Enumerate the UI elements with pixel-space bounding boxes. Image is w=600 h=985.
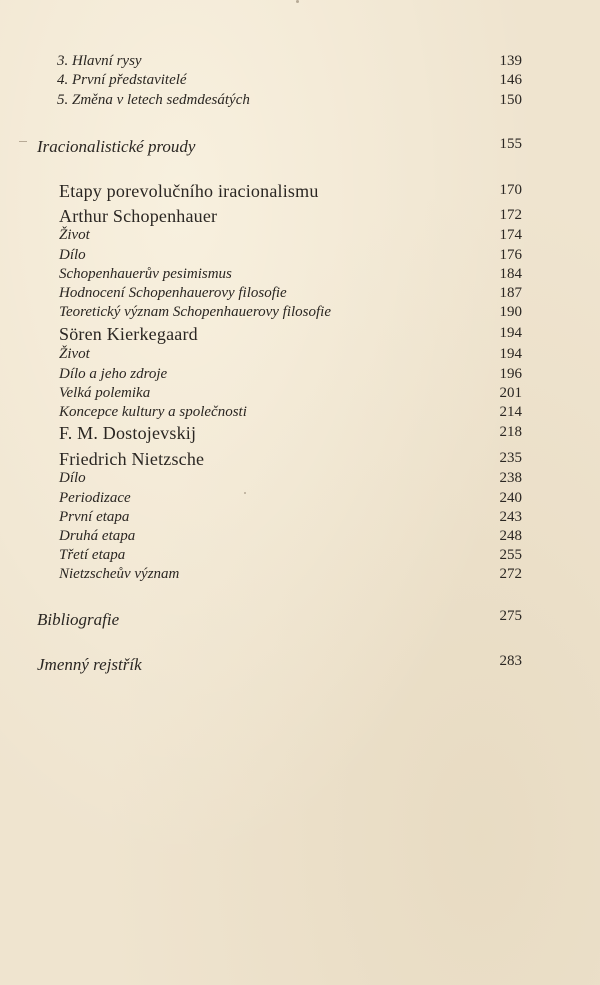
toc-section-label: Iracionalistické proudy — [37, 137, 196, 156]
toc-entry — [0, 545, 600, 565]
toc-entry — [0, 302, 600, 322]
toc-section-page: 283 — [499, 653, 522, 669]
toc-entry — [0, 488, 600, 508]
toc-entry-page: 150 — [499, 92, 522, 108]
toc-entry-label: Dílo — [59, 247, 86, 263]
toc-entry — [0, 468, 600, 488]
toc-entry-page: 255 — [499, 547, 522, 563]
toc-entry-page: 146 — [499, 72, 522, 88]
toc-section — [0, 652, 600, 678]
toc-entry — [0, 526, 600, 546]
toc-entry-page: 176 — [499, 247, 522, 263]
toc-entry — [0, 264, 600, 284]
toc-chapter — [0, 448, 600, 470]
toc-section — [0, 135, 600, 159]
toc-chapter-label: F. M. Dostojevskij — [59, 423, 197, 443]
toc-entry — [0, 564, 600, 584]
toc-entry — [0, 283, 600, 303]
toc-entry — [0, 507, 600, 527]
toc-entry-label: 3. Hlavní rysy — [57, 53, 142, 69]
toc-entry-label: Třetí etapa — [59, 547, 126, 563]
toc-entry-page: 272 — [499, 566, 522, 582]
toc-entry-label: První etapa — [59, 509, 130, 525]
toc-entry — [0, 402, 600, 422]
toc-entry-page: 184 — [499, 266, 522, 282]
toc-chapter-page: 218 — [499, 424, 522, 440]
toc-section-page: 155 — [499, 136, 522, 152]
toc-chapter — [0, 180, 600, 202]
toc-chapter-label: Friedrich Nietzsche — [59, 449, 205, 469]
toc-entry-label: Koncepce kultury a společnosti — [59, 404, 247, 420]
toc-entry-label: Život — [59, 346, 90, 362]
toc-entry — [0, 364, 600, 384]
toc-chapter-label: Sören Kierkegaard — [59, 324, 198, 344]
toc-section-label: Bibliografie — [37, 610, 120, 629]
toc-entry-label: Schopenhauerův pesimismus — [59, 266, 232, 282]
toc-chapter-page: 235 — [499, 450, 522, 466]
toc-chapter-page: 194 — [499, 325, 522, 341]
toc-entry — [0, 51, 600, 71]
toc-entry-label: Hodnocení Schopenhauerovy filosofie — [59, 285, 287, 301]
toc-entry — [0, 383, 600, 403]
toc-chapter-page: 172 — [499, 207, 522, 223]
toc-entry — [0, 344, 600, 364]
toc-entry-label: Velká polemika — [59, 385, 151, 401]
toc-section-page: 275 — [499, 608, 522, 624]
toc-entry-page: 187 — [499, 285, 522, 301]
toc-entry-label: Dílo a jeho zdroje — [59, 366, 168, 382]
toc-entry-page: 248 — [499, 528, 522, 544]
toc-chapter-label: Arthur Schopenhauer — [59, 206, 218, 226]
toc-entry-page: 243 — [499, 509, 522, 525]
toc-section-label: Jmenný rejstřík — [37, 655, 142, 674]
toc-entry-page: 139 — [499, 53, 522, 69]
toc-entry-label: 5. Změna v letech sedmdesátých — [57, 92, 250, 108]
toc-entry-page: 196 — [499, 366, 522, 382]
toc-entry-label: Dílo — [59, 470, 86, 486]
toc-entry-page: 238 — [499, 470, 522, 486]
toc-entry-page: 174 — [499, 227, 522, 243]
paper-speck — [244, 492, 246, 494]
toc-entry — [0, 245, 600, 265]
toc-entry-label: Teoretický význam Schopenhauerovy filosofie — [59, 304, 332, 320]
toc-entry — [0, 70, 600, 90]
toc-entry-page: 194 — [499, 346, 522, 362]
toc-entry-label: 4. První představitelé — [57, 72, 187, 88]
toc-chapter — [0, 323, 600, 345]
toc-entry-label: Druhá etapa — [59, 528, 136, 544]
toc-chapter-page: 170 — [499, 182, 522, 198]
paper-speck — [19, 141, 27, 142]
toc-entry-page: 201 — [499, 385, 522, 401]
toc-chapter-label: Etapy porevolučního iracionalismu — [59, 181, 319, 201]
paper-speck — [296, 0, 299, 3]
toc-entry-label: Nietzscheův význam — [59, 566, 180, 582]
toc-entry-label: Periodizace — [59, 490, 131, 506]
toc-entry — [0, 225, 600, 245]
toc-chapter — [0, 205, 600, 227]
toc-entry-page: 240 — [499, 490, 522, 506]
toc-entry-page: 190 — [499, 304, 522, 320]
toc-section — [0, 607, 600, 633]
toc-entry-page: 214 — [499, 404, 522, 420]
toc-entry — [0, 90, 600, 110]
toc-chapter — [0, 422, 600, 444]
toc-entry-label: Život — [59, 227, 90, 243]
